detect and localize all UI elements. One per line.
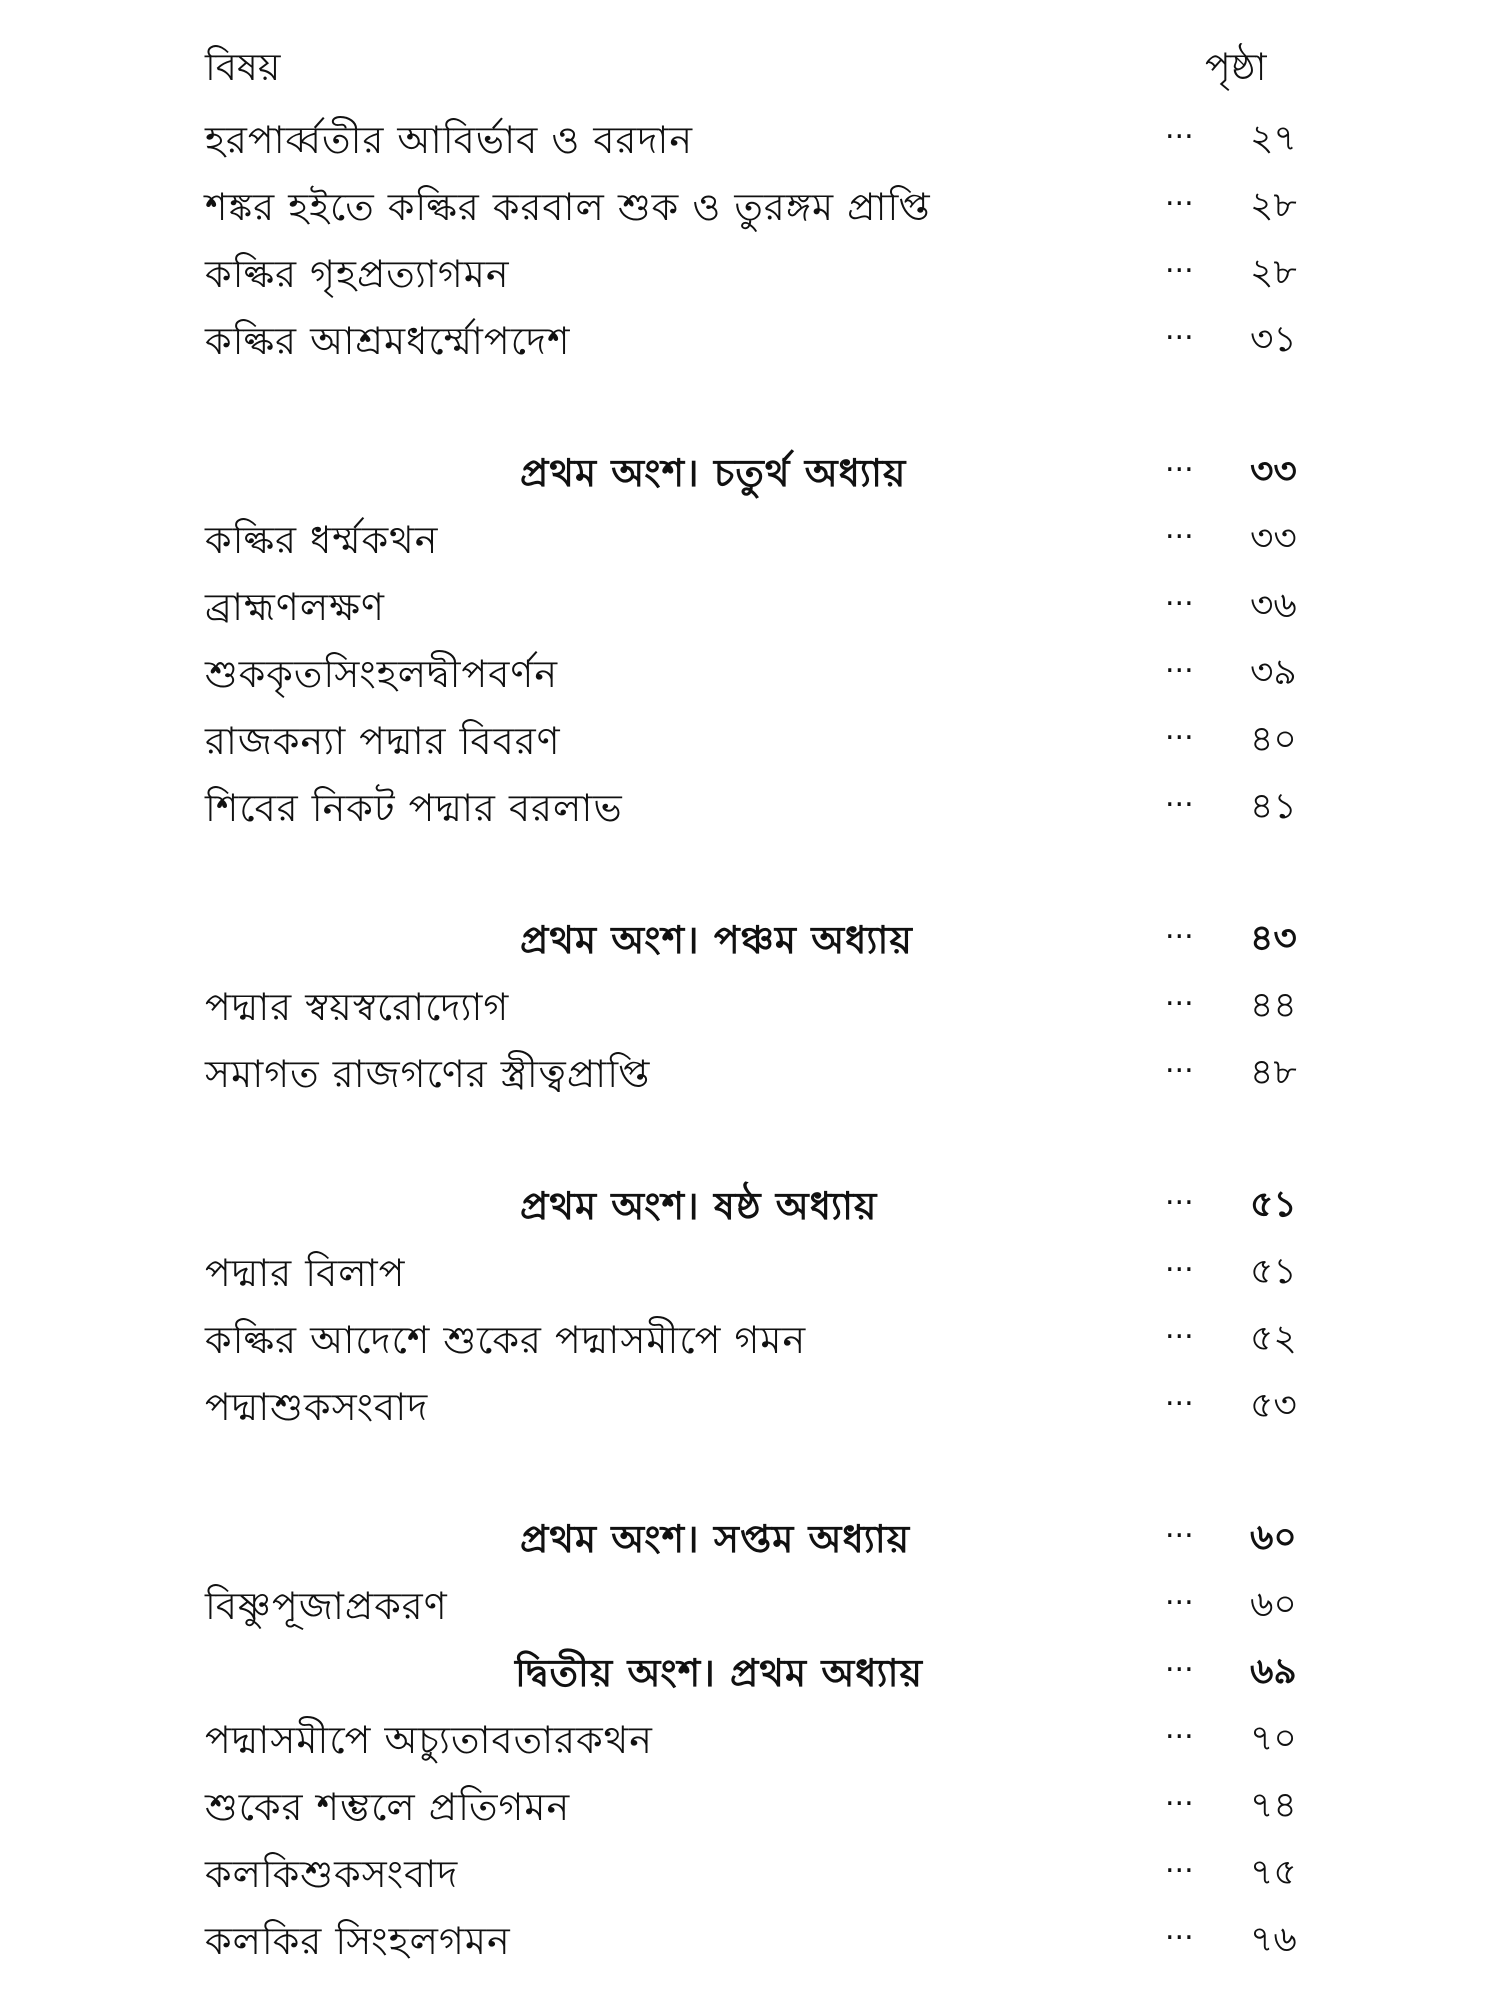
toc-entry: [0, 706, 1500, 773]
entry-leader: ...: [1165, 511, 1194, 546]
entry-page: ৪৪: [1250, 985, 1297, 1026]
toc-entry: [0, 505, 1500, 572]
entry-title: পদ্মার স্বয়স্বরোদ্যোগ: [205, 985, 510, 1029]
entry-page: ৩৩: [1250, 518, 1297, 559]
chapter-title: প্রথম অংশ। পঞ্চম অধ্যায়: [520, 918, 913, 962]
entry-leader: ...: [1165, 444, 1194, 479]
entry-leader: ...: [1165, 1912, 1194, 1947]
toc-entry: [0, 172, 1500, 239]
toc-entry: [0, 1571, 1500, 1638]
entry-page: ৭০: [1250, 1718, 1297, 1759]
entry-leader: ...: [1165, 1778, 1194, 1813]
page-column-label: পৃষ্ঠা: [1205, 45, 1267, 89]
chapter-page: ৫১: [1250, 1184, 1297, 1225]
toc-entry: [0, 306, 1500, 373]
entry-leader: ...: [1165, 1244, 1194, 1279]
entry-title: বিষ্ণুপূজাপ্রকরণ: [205, 1584, 448, 1628]
toc-entry: [0, 1305, 1500, 1372]
chapter-heading: [0, 1504, 1500, 1571]
entry-title: হরপার্ব্বতীর আবির্ভাব ও বরদান: [205, 118, 694, 162]
entry-leader: ...: [1165, 779, 1194, 814]
entry-leader: ...: [1165, 312, 1194, 347]
entry-page: ৫১: [1250, 1251, 1297, 1292]
chapter-heading: [0, 1171, 1500, 1238]
entry-leader: ...: [1165, 111, 1194, 146]
chapter-heading: [0, 905, 1500, 972]
toc-entry: [0, 972, 1500, 1039]
entry-page: ২৮: [1250, 185, 1297, 226]
entry-page: ২৮: [1250, 252, 1297, 293]
entry-leader: ...: [1165, 1311, 1194, 1346]
entry-title: শুকের শম্ভলে প্রতিগমন: [205, 1785, 571, 1829]
entry-page: ৫২: [1250, 1318, 1297, 1359]
toc-entry: [0, 1039, 1500, 1106]
entry-leader: ...: [1165, 1644, 1194, 1679]
entry-title: কলকিশুকসংবাদ: [205, 1852, 459, 1896]
entry-page: ৩৯: [1250, 652, 1297, 693]
entry-page: ৬০: [1250, 1584, 1297, 1625]
entry-leader: ...: [1165, 712, 1194, 747]
entry-leader: ...: [1165, 178, 1194, 213]
entry-title: পদ্মার বিলাপ: [205, 1251, 406, 1295]
chapter-page: ৬৯: [1250, 1651, 1297, 1692]
chapter-title: প্রথম অংশ। চতুর্থ অধ্যায়: [520, 451, 907, 495]
entry-title: শুককৃতসিংহলদ্বীপবর্ণন: [205, 652, 559, 696]
chapter-title: দ্বিতীয় অংশ। প্রথম অধ্যায়: [515, 1651, 923, 1695]
chapter-title: প্রথম অংশ। ষষ্ঠ অধ্যায়: [520, 1184, 878, 1228]
entry-leader: ...: [1165, 578, 1194, 613]
entry-page: ৭৫: [1250, 1852, 1297, 1893]
toc-entry: [0, 105, 1500, 172]
entry-leader: ...: [1165, 1378, 1194, 1413]
toc-entry: [0, 773, 1500, 840]
entry-page: ৪৮: [1250, 1052, 1297, 1093]
entry-title: কল্কির ধর্ম্মকথন: [205, 518, 439, 562]
entry-title: ব্রাহ্মণলক্ষণ: [205, 585, 385, 629]
entry-title: শঙ্কর হইতে কল্কির করবাল শুক ও তুরঙ্গম প্রাপ্তি: [205, 185, 931, 229]
entry-page: ২৭: [1250, 118, 1297, 159]
toc-entry: [0, 1705, 1500, 1772]
entry-title: কল্কির আদেশে শুকের পদ্মাসমীপে গমন: [205, 1318, 807, 1362]
entry-title: কল্কির আশ্রমধর্ম্মোপদেশ: [205, 319, 571, 363]
entry-leader: ...: [1165, 645, 1194, 680]
toc-entry: [0, 1839, 1500, 1906]
entry-page: ৪০: [1250, 719, 1297, 760]
entry-title: পদ্মাশুকসংবাদ: [205, 1385, 429, 1429]
entry-leader: ...: [1165, 1845, 1194, 1880]
toc-entry: [0, 1372, 1500, 1439]
entry-title: সমাগত রাজগণের স্ত্রীত্বপ্রাপ্তি: [205, 1052, 651, 1096]
entry-leader: ...: [1165, 1177, 1194, 1212]
chapter-title: প্রথম অংশ। সপ্তম অধ্যায়: [520, 1517, 911, 1561]
toc-entry: [0, 1238, 1500, 1305]
entry-page: ৭৬: [1250, 1919, 1297, 1960]
toc-entry: [0, 572, 1500, 639]
chapter-page: ৩৩: [1250, 451, 1297, 492]
entry-title: রাজকন্যা পদ্মার বিবরণ: [205, 719, 561, 763]
toc-entry: [0, 1772, 1500, 1839]
chapter-page: ৬০: [1250, 1517, 1297, 1558]
chapter-heading: [0, 1638, 1500, 1705]
toc-entry: [0, 639, 1500, 706]
entry-leader: ...: [1165, 1045, 1194, 1080]
entry-leader: ...: [1165, 1577, 1194, 1612]
entry-page: ৪১: [1250, 786, 1297, 827]
toc-entry: [0, 1906, 1500, 1973]
entry-leader: ...: [1165, 245, 1194, 280]
entry-page: ৫৩: [1250, 1385, 1297, 1426]
chapter-heading: [0, 438, 1500, 505]
toc-list: [0, 105, 1500, 1973]
entry-title: শিবের নিকট পদ্মার বরলাভ: [205, 786, 623, 830]
toc-header: [0, 38, 1500, 98]
chapter-page: ৪৩: [1250, 918, 1297, 959]
entry-leader: ...: [1165, 1711, 1194, 1746]
entry-leader: ...: [1165, 911, 1194, 946]
entry-page: ৩৬: [1250, 585, 1297, 626]
entry-page: ৭৪: [1250, 1785, 1297, 1826]
subject-column-label: বিষয়: [205, 45, 281, 89]
entry-leader: ...: [1165, 978, 1194, 1013]
toc-entry: [0, 239, 1500, 306]
entry-title: কল্কির গৃহপ্রত্যাগমন: [205, 252, 510, 296]
entry-page: ৩১: [1250, 319, 1297, 360]
entry-leader: ...: [1165, 1510, 1194, 1545]
entry-title: পদ্মাসমীপে অচ্যুতাবতারকথন: [205, 1718, 653, 1762]
entry-title: কলকির সিংহলগমন: [205, 1919, 511, 1963]
